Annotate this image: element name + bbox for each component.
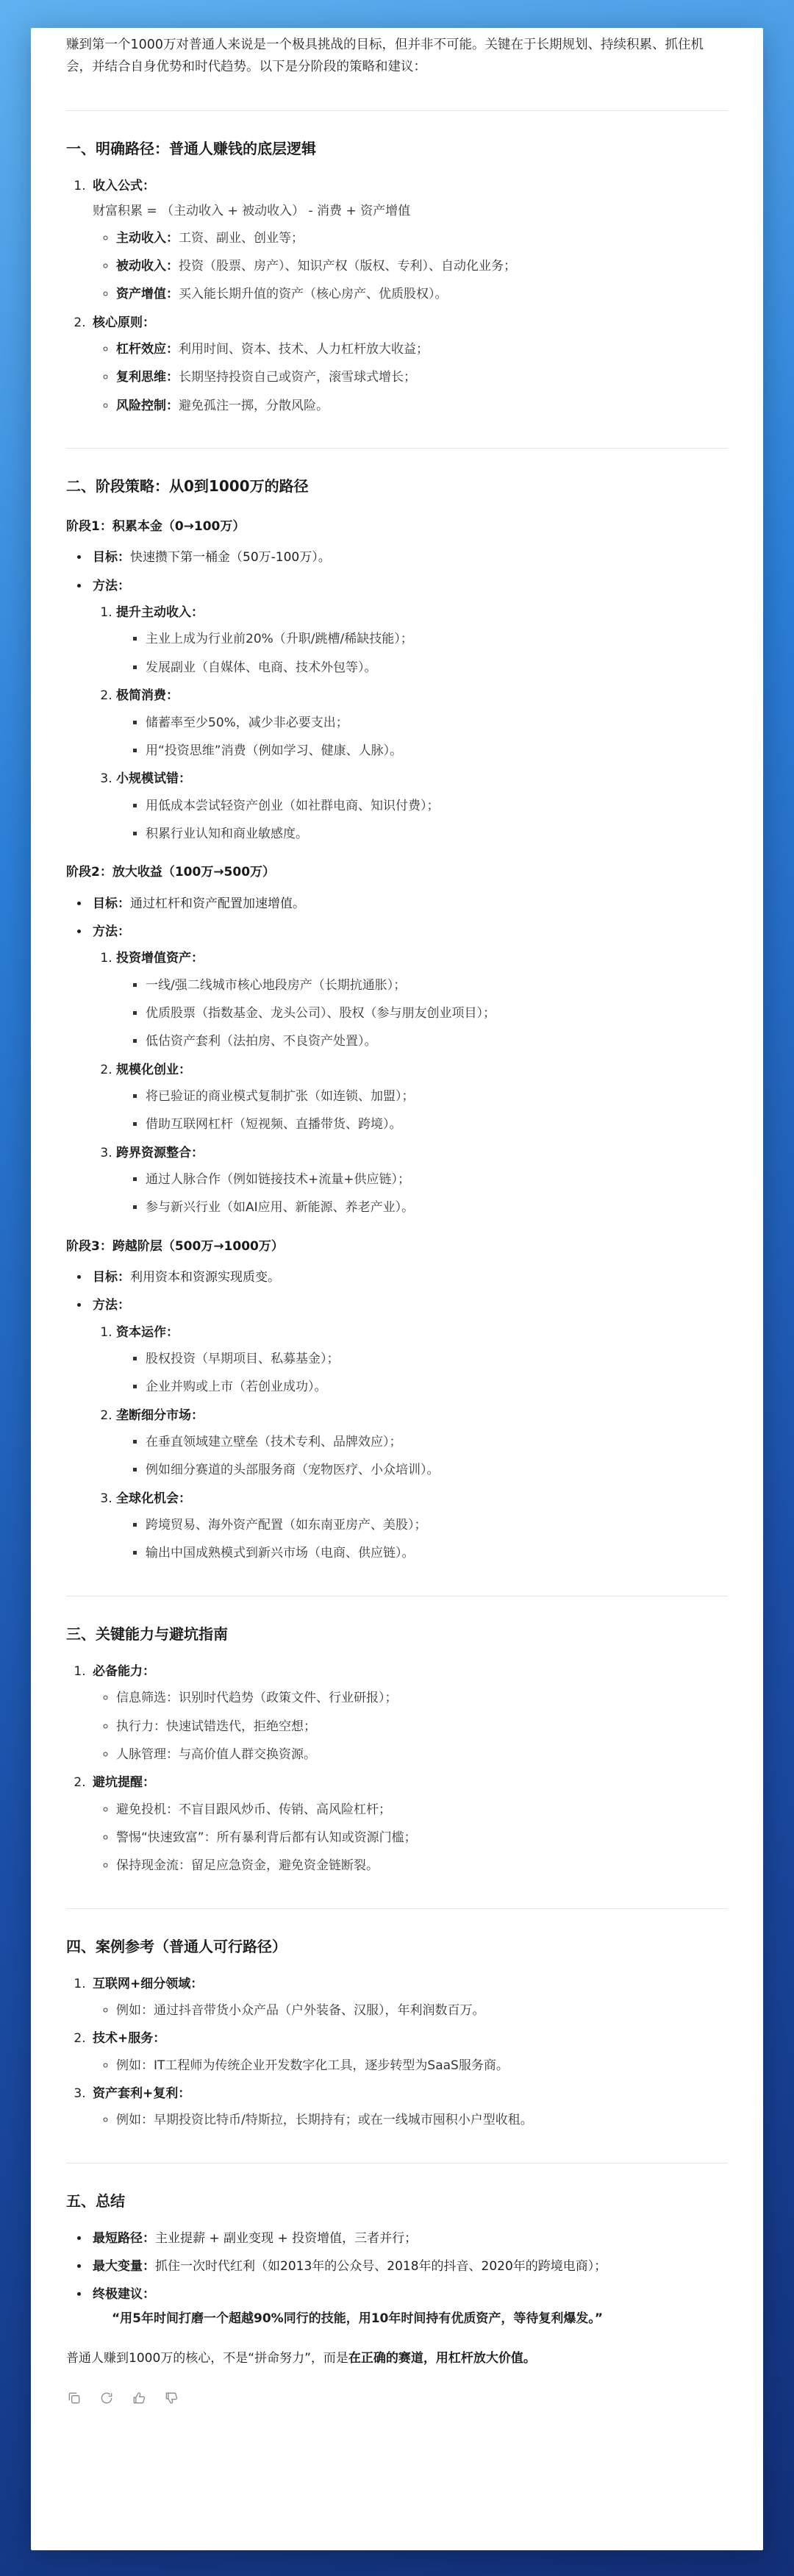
list-item: ▪ 在垂直领域建立壁垒（技术专利、品牌效应）； (146, 1433, 728, 1452)
list-item (116, 1489, 728, 1563)
list-item: ◦ 例如：早期投资比特币/特斯拉，长期持有；或在一线城市囤积小户型收租。 (116, 2111, 728, 2130)
list-item (90, 1268, 728, 1287)
sub-list (116, 1349, 728, 1397)
bullet-list (66, 894, 728, 1218)
conclusion-text (66, 2349, 728, 2368)
section-5 (66, 2190, 728, 2369)
section-divider (66, 448, 728, 449)
item-label: 方法： (93, 578, 130, 593)
list-item: ▪ 积累行业认知和商业敏感度。 (146, 824, 728, 843)
item-label: 最大变量： (93, 2258, 155, 2274)
message-actions (66, 2390, 728, 2406)
section-title: 五、总结 (66, 2191, 125, 2210)
list-item: ◦ 例如：IT工程师为传统企业开发数字化工具，逐步转型为SaaS服务商。 (116, 2056, 728, 2075)
list-item (90, 176, 728, 304)
item-label: 目标： (93, 896, 130, 911)
item-text: 避免孤注一掷，分散风险。 (179, 398, 329, 413)
list-item (116, 257, 728, 276)
sub-list (116, 629, 728, 677)
item-title: 小规模试错： (116, 771, 191, 787)
list-item (116, 769, 728, 843)
item-text: 所有暴利背后都有认知或资源门槛； (216, 1830, 417, 1845)
item-text: 买入能长期升值的资产（核心房产、优质股权）。 (179, 287, 448, 302)
section-divider (66, 1908, 728, 1909)
list-item (116, 1745, 728, 1764)
list-item: ▪ 企业并购或上市（若创业成功）。 (146, 1377, 728, 1396)
item-title: 垄断细分市场： (116, 1407, 204, 1423)
sub-list (93, 229, 728, 304)
item-text: 利用资本和资源实现质变。 (130, 1270, 280, 1285)
item-title: 极简消费： (116, 688, 179, 704)
list-item (90, 1773, 728, 1875)
item-title: 互联网+细分领域： (93, 1976, 204, 1991)
list-item (90, 313, 728, 415)
sub-list (93, 1800, 728, 1876)
numbered-list (66, 176, 728, 415)
item-label: 执行力： (116, 1719, 166, 1734)
sub-list (116, 1516, 728, 1563)
item-label: 警惕“快速致富”： (116, 1830, 217, 1845)
list-item (116, 1717, 728, 1736)
list-item (90, 1662, 728, 1764)
section-title: 二、阶段策略：从0到1000万的路径 (66, 477, 309, 496)
list-item (116, 368, 728, 387)
list-item (90, 2285, 728, 2328)
sub-list (116, 1170, 728, 1218)
list-item (116, 949, 728, 1051)
item-title: 技术+服务： (93, 2031, 166, 2047)
item-label: 最短路径： (93, 2230, 155, 2246)
list-item (90, 1974, 728, 2021)
list-item: ▪ 低估资产套利（法拍房、不良资产处置）。 (146, 1032, 728, 1051)
list-item (116, 1143, 728, 1218)
item-label: 终极建议： (93, 2287, 155, 2302)
intro-text: 赚到第一个1000万对普通人来说是一个极具挑战的目标，但并非不可能。关键在于长期规划、持续积累、抓住机会，并结合自身优势和时代趋势。以下是分阶段的策略和建议： (66, 38, 704, 74)
item-label: 被动收入： (116, 259, 179, 274)
item-title: 避坑提醒： (93, 1775, 155, 1791)
section-divider (66, 110, 728, 111)
list-item: ▪ 一线/强二线城市核心地段房产（长期抗通胀）； (146, 976, 728, 995)
numbered-list (93, 949, 728, 1217)
numbered-list (66, 1662, 728, 1876)
section-1 (66, 138, 728, 415)
item-label: 方法： (93, 924, 130, 939)
item-text: 抓住一次时代红利（如2013年的公众号、2018年的抖音、2020年的跨境电商）； (155, 2258, 607, 2274)
list-item (116, 1800, 728, 1819)
list-item (90, 2084, 728, 2130)
list-item (90, 2229, 728, 2248)
list-item (90, 922, 728, 1218)
list-item (90, 894, 728, 913)
item-title: 必备能力： (93, 1663, 155, 1679)
item-title: 核心原则： (93, 315, 155, 330)
list-item (116, 1060, 728, 1135)
list-item (116, 1828, 728, 1847)
list-item: ▪ 借助互联网杠杆（短视频、直播带货、跨境）。 (146, 1115, 728, 1134)
stage-title: 阶段3：跨越阶层（500万→1000万） (66, 1238, 284, 1254)
item-label: 复利思维： (116, 370, 179, 385)
item-text: 留足应急资金，避免资金链断裂。 (191, 1858, 379, 1874)
list-item: ▪ 优质股票（指数基金、龙头公司）、股权（参与朋友创业项目）； (146, 1004, 728, 1023)
thumbs-up-icon[interactable] (131, 2390, 147, 2406)
list-item: ▪ 通过人脉合作（例如链接技术+流量+供应链）； (146, 1170, 728, 1189)
list-item (116, 1856, 728, 1875)
section-2 (66, 475, 728, 1563)
list-item (116, 603, 728, 677)
item-text: 不盲目跟风炒币、传销、高风险杠杆； (179, 1802, 391, 1817)
item-title: 收入公式： (93, 179, 155, 193)
sub-list (116, 1087, 728, 1135)
item-title: 投资增值资产： (116, 951, 204, 966)
item-label: 目标： (93, 1270, 130, 1285)
stage-title: 阶段2：放大收益（100万→500万） (66, 865, 276, 880)
sub-list (116, 796, 728, 844)
list-item: ▪ 主业上成为行业前20%（升职/跳槽/稀缺技能）； (146, 629, 728, 649)
item-title: 跨界资源整合： (116, 1145, 204, 1160)
list-item (116, 285, 728, 304)
sub-list (93, 2056, 728, 2075)
item-text: 投资（股票、房产）、知识产权（版权、专利）、自动化业务； (179, 259, 516, 274)
list-item: ▪ 将已验证的商业模式复制扩张（如连锁、加盟）； (146, 1087, 728, 1106)
item-text: 利用时间、资本、技术、人力杠杆放大收益； (179, 342, 429, 357)
bullet-list (66, 2229, 728, 2328)
item-text: 识别时代趋势（政策文件、行业研报）； (179, 1691, 398, 1706)
item-title: 提升主动收入： (116, 605, 204, 621)
conclusion-plain: 普通人赚到1000万的核心，不是“拼命努力”，而是 (66, 2351, 348, 2366)
copy-icon[interactable] (66, 2390, 82, 2406)
item-text: 通过杠杆和资产配置加速增值。 (130, 896, 305, 911)
list-item: ▪ 输出中国成熟模式到新兴市场（电商、供应链）。 (146, 1544, 728, 1563)
sub-list (93, 2001, 728, 2020)
list-item (90, 548, 728, 567)
list-item: ▪ 例如细分赛道的头部服务商（宠物医疗、小众培训）。 (146, 1460, 728, 1480)
list-item (116, 396, 728, 415)
sub-list (116, 1433, 728, 1480)
list-item: ▪ 储蓄率至少50%，减少非必要支出； (146, 713, 728, 732)
list-item: ▪ 发展副业（自媒体、电商、技术外包等）。 (146, 658, 728, 677)
section-4 (66, 1935, 728, 2130)
item-title: 资产套利+复利： (93, 2086, 191, 2101)
item-text: 与高价值人群交换资源。 (179, 1747, 316, 1762)
item-label: 方法： (93, 1298, 130, 1313)
conclusion-bold: 在正确的赛道，用杠杆放大价值。 (348, 2351, 536, 2366)
sub-list (93, 1688, 728, 1764)
sub-list (116, 713, 728, 761)
bullet-list (66, 1268, 728, 1563)
sub-list (93, 2111, 728, 2130)
sub-list (93, 340, 728, 415)
section-title: 一、明确路径：普通人赚钱的底层逻辑 (66, 140, 316, 157)
numbered-list (66, 1974, 728, 2130)
list-item (90, 2029, 728, 2075)
item-label: 信息筛选： (116, 1691, 179, 1706)
thumbs-down-icon[interactable] (163, 2390, 179, 2406)
list-item: ▪ 股权投资（早期项目、私募基金）； (146, 1349, 728, 1369)
list-item: ▪ 参与新兴行业（如AI应用、新能源、养老产业）。 (146, 1198, 728, 1217)
sub-list (116, 976, 728, 1052)
list-item (90, 1296, 728, 1563)
list-item (116, 1688, 728, 1708)
list-item (116, 340, 728, 359)
list-item: ▪ 用“投资思维”消费（例如学习、健康、人脉）。 (146, 741, 728, 760)
item-title: 规模化创业： (116, 1062, 191, 1077)
item-title: 全球化机会： (116, 1491, 191, 1506)
section-title: 四、案例参考（普通人可行路径） (66, 1937, 287, 1955)
quote-text: “用5年时间打磨一个超越90%同行的技能，用10年时间持有优质资产，等待复利爆发。” (112, 2311, 604, 2326)
item-label: 人脉管理： (116, 1747, 179, 1762)
chat-response-card (31, 28, 763, 2550)
section-title: 三、关键能力与避坑指南 (66, 1624, 228, 1643)
section-3 (66, 1623, 728, 1876)
item-text: 工资、副业、创业等； (179, 230, 304, 246)
item-text: 长期坚持投资自己或资产，滚雪球式增长； (179, 370, 416, 385)
item-text: 主业提薪 + 副业变现 + 投资增值，三者并行； (155, 2230, 418, 2246)
list-item (116, 1323, 728, 1397)
list-item (116, 1406, 728, 1480)
item-text: 快速攒下第一桶金（50万-100万）。 (130, 550, 331, 565)
item-label: 避免投机： (116, 1802, 179, 1817)
formula-text: 财富积累 = （主动收入 + 被动收入） - 消费 + 资产增值 (93, 204, 411, 219)
item-title: 资本运作： (116, 1324, 179, 1340)
item-label: 资产增值： (116, 287, 179, 302)
list-item (116, 686, 728, 760)
list-item (90, 2257, 728, 2276)
numbered-list (93, 603, 728, 843)
item-label: 目标： (93, 550, 130, 565)
item-label: 保持现金流： (116, 1858, 191, 1874)
regenerate-icon[interactable] (99, 2390, 115, 2406)
list-item: ◦ 例如：通过抖音带货小众产品（户外装备、汉服），年利润数百万。 (116, 2001, 728, 2020)
stage-title: 阶段1：积累本金（0→100万） (66, 519, 246, 535)
item-label: 风险控制： (116, 398, 179, 413)
item-label: 主动收入： (116, 230, 179, 246)
bullet-list (66, 548, 728, 843)
list-item: ▪ 用低成本尝试轻资产创业（如社群电商、知识付费）； (146, 796, 728, 816)
item-label: 杠杆效应： (116, 342, 179, 357)
list-item (90, 577, 728, 843)
list-item: ▪ 跨境贸易、海外资产配置（如东南亚房产、美股）； (146, 1516, 728, 1535)
numbered-list (93, 1323, 728, 1563)
list-item (116, 229, 728, 248)
item-text: 快速试错迭代，拒绝空想； (166, 1719, 316, 1734)
